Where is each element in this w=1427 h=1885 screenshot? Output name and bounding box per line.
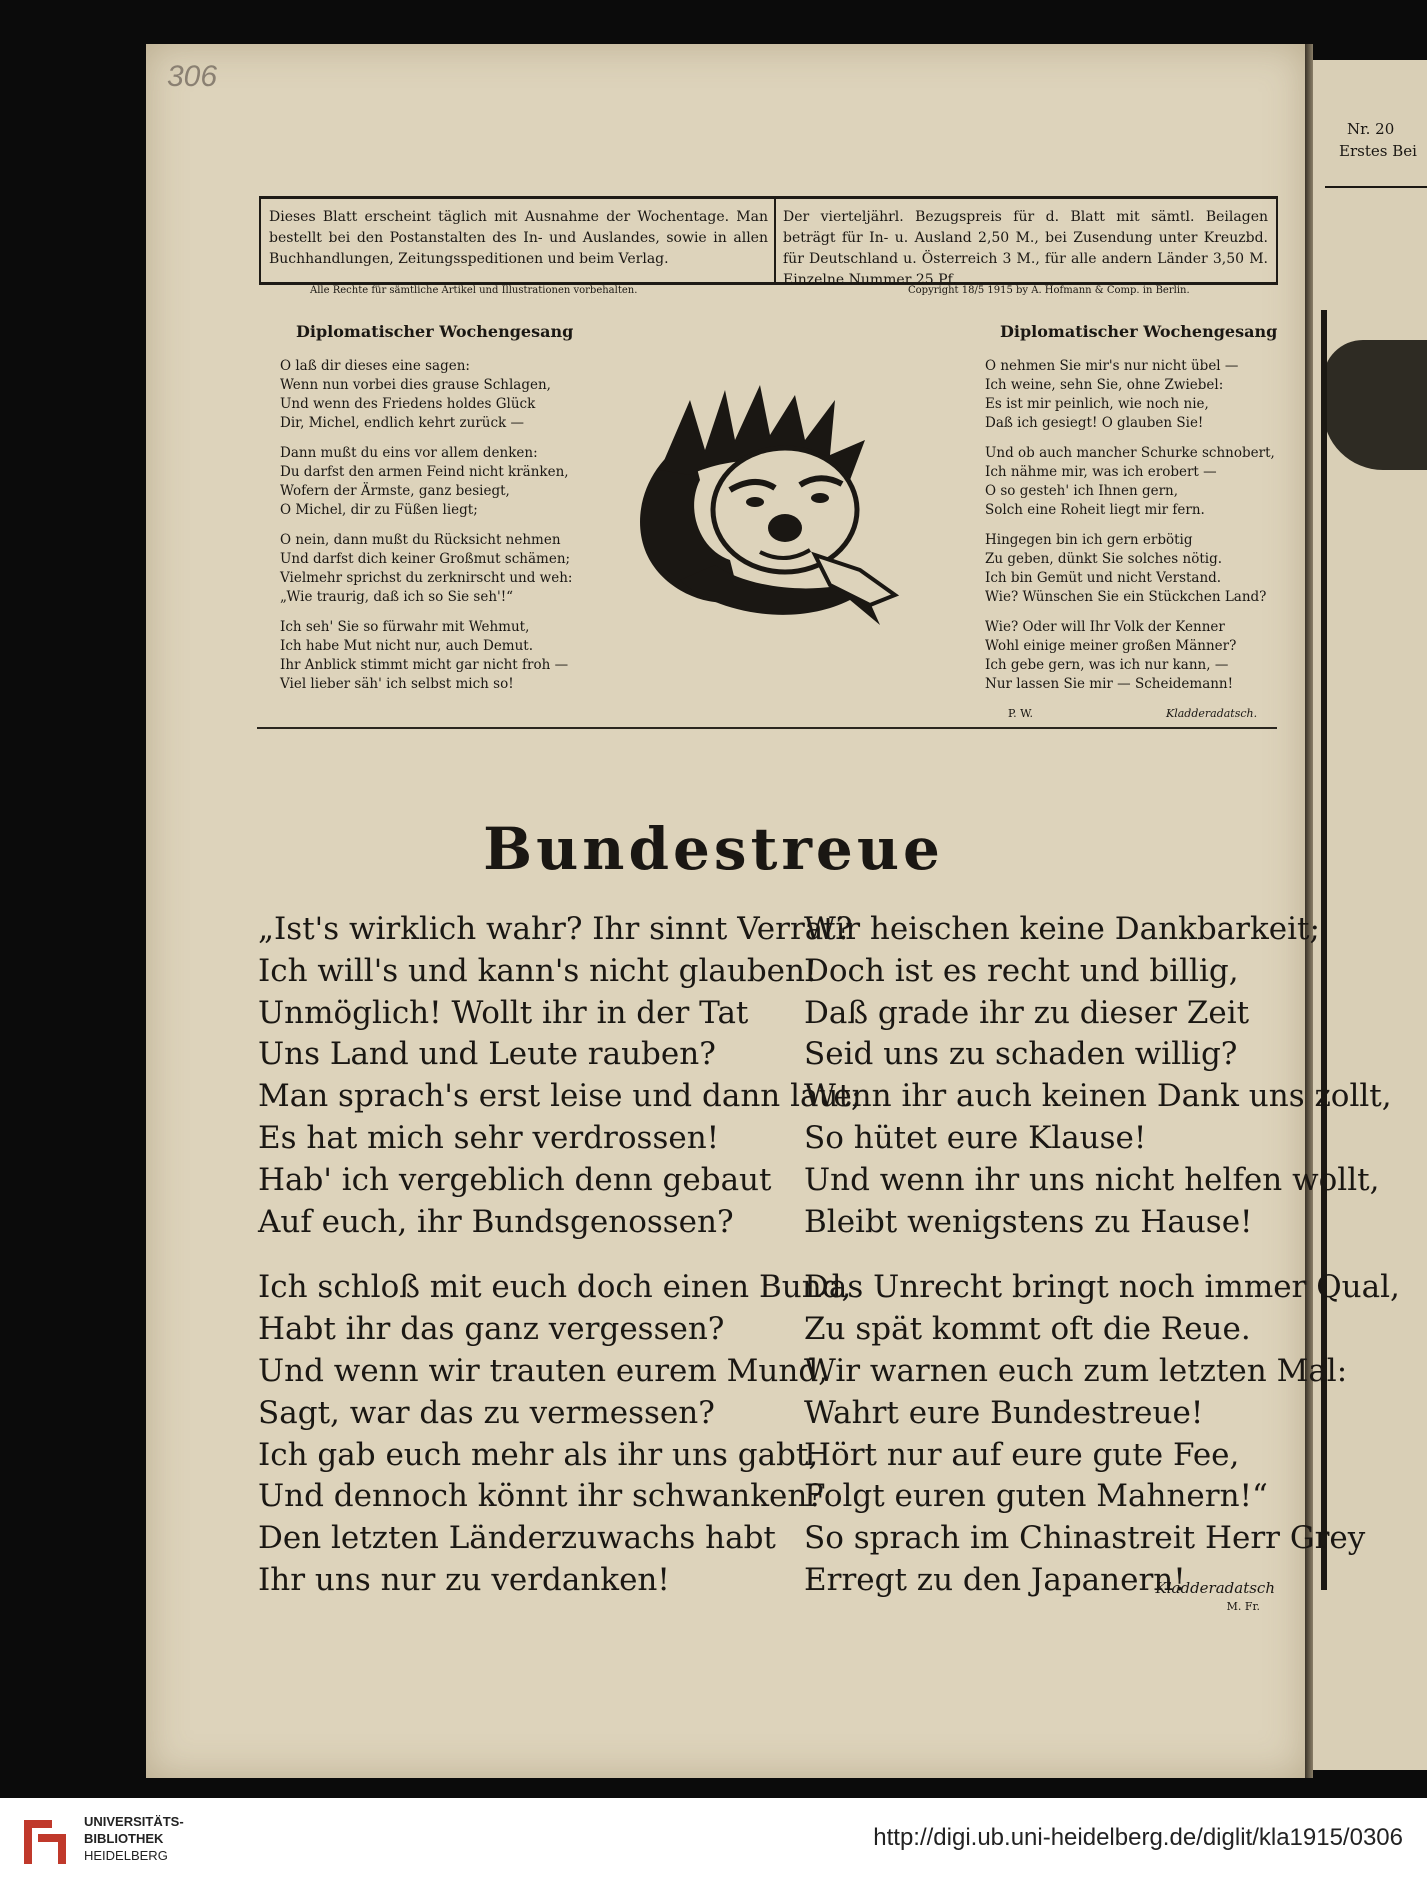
left-poem-line: Und wenn des Friedens holdes Glück: [280, 396, 536, 412]
main-poem-right-column: [804, 909, 1400, 1626]
right-poem-line: Daß ich gesiegt! O glauben Sie!: [985, 415, 1204, 431]
copyright-line: Copyright 18/5 1915 by A. Hofmann & Comp. in Berlin.: [908, 285, 1190, 296]
main-poem-right-line: Wir warnen euch zum letzten Mal:: [804, 1352, 1348, 1389]
main-poem-left-line: Auf euch, ihr Bundsgenossen?: [258, 1203, 734, 1240]
publication-notice: Dieses Blatt erscheint täglich mit Ausnahme der Wochentage. Man bestellt bei den Postanstalten des In- und Auslandes, sowie in allen Buchhandlungen, Zeitungsspeditionen und beim Verlag.: [269, 209, 768, 267]
main-poem-right-line: Wir heischen keine Dankbarkeit;: [804, 911, 1320, 947]
main-poem-left-line: Ich will's und kann's nicht glauben!: [258, 952, 818, 989]
main-poem-right-line: So sprach im Chinastreit Herr Grey: [804, 1520, 1366, 1557]
page-number-handwritten: 306: [167, 60, 218, 93]
main-poem-right-stanza: [804, 909, 1400, 1243]
rights-reserved: Alle Rechte für sämtliche Artikel und Illustrationen vorbehalten.: [310, 285, 638, 296]
subscription-notice-box: [259, 196, 1278, 288]
main-poem-left-line: Und wenn wir trauten eurem Mund,: [258, 1352, 829, 1389]
left-poem-line: Dir, Michel, endlich kehrt zurück —: [280, 415, 525, 431]
left-poem-line: Du darfst den armen Feind nicht kränken,: [280, 464, 569, 480]
right-poem: [985, 357, 1275, 705]
main-poem-right-line: Hört nur auf eure gute Fee,: [804, 1436, 1240, 1473]
main-poem-right-line: Wahrt eure Bundestreue!: [804, 1394, 1204, 1431]
right-poem-line: Nur lassen Sie mir — Scheidemann!: [985, 676, 1234, 692]
right-poem-line: Und ob auch mancher Schurke schnobert,: [985, 445, 1275, 461]
right-poem-title: Diplomatischer Wochengesang: [1000, 322, 1278, 341]
caricature-illustration: [620, 380, 920, 640]
main-poem-right-line: Daß grade ihr zu dieser Zeit: [804, 994, 1250, 1031]
right-poem-line: Ich nähme mir, was ich erobert —: [985, 464, 1217, 480]
right-poem-line: Ich gebe gern, was ich nur kann, —: [985, 657, 1229, 673]
left-poem-stanza: [280, 618, 572, 694]
main-poem-left-stanza: [258, 1267, 861, 1601]
main-poem-left-line: Hab' ich vergeblich denn gebaut: [258, 1161, 772, 1198]
left-poem-line: Ich habe Mut nicht nur, auch Demut.: [280, 638, 534, 654]
main-poem-left-line: „Ist's wirklich wahr? Ihr sinnt Verrat?: [258, 911, 853, 947]
left-poem-stanza: [280, 357, 572, 433]
main-poem-right-line: So hütet eure Klause!: [804, 1119, 1147, 1156]
main-poem-left-line: Ich gab euch mehr als ihr uns gabt,: [258, 1436, 819, 1473]
right-poem-signature: Kladderadatsch.: [1166, 707, 1258, 720]
main-poem-left-line: Habt ihr das ganz vergessen?: [258, 1311, 725, 1348]
right-poem-line: Hingegen bin ich gern erbötig: [985, 532, 1193, 548]
main-poem-left-column: [258, 909, 861, 1626]
right-poem-line: O so gesteh' ich Ihnen gern,: [985, 483, 1179, 499]
left-poem-line: Wenn nun vorbei dies grause Schlagen,: [280, 377, 551, 393]
next-page-issue: Nr. 20: [1347, 120, 1395, 138]
institution-line-1: UNIVERSITÄTS-: [84, 1814, 184, 1829]
left-poem-signature: P. W.: [1008, 707, 1034, 720]
right-poem-stanza: [985, 444, 1275, 520]
university-library-logo-icon: [18, 1814, 74, 1870]
main-poem-initials: M. Fr.: [1226, 1600, 1260, 1613]
main-poem-left-line: Den letzten Länderzuwachs habt: [258, 1520, 776, 1557]
institution-line-2: BIBLIOTHEK: [84, 1831, 164, 1846]
next-page-rule: [1325, 186, 1427, 188]
section-divider: [257, 727, 1277, 729]
right-poem-stanza: [985, 618, 1275, 694]
permalink-url[interactable]: http://digi.ub.uni-heidelberg.de/diglit/kla1915/0306: [873, 1824, 1403, 1851]
right-poem-line: Es ist mir peinlich, wie noch nie,: [985, 396, 1209, 412]
right-poem-line: Wie? Oder will Ihr Volk der Kenner: [985, 619, 1225, 635]
main-poem-title: Bundestreue: [483, 815, 944, 883]
left-poem-title: Diplomatischer Wochengesang: [296, 322, 574, 341]
library-footer: [0, 1798, 1427, 1885]
main-poem-right-line: Seid uns zu schaden willig?: [804, 1036, 1238, 1073]
main-poem-left-line: Ihr uns nur zu verdanken!: [258, 1561, 670, 1598]
main-poem-right-line: Doch ist es recht und billig,: [804, 952, 1239, 989]
right-poem-line: Solch eine Roheit liegt mir fern.: [985, 502, 1205, 518]
left-poem-line: Wofern der Ärmste, ganz besiegt,: [280, 483, 510, 499]
main-poem-right-line: Das Unrecht bringt noch immer Qual,: [804, 1269, 1400, 1306]
right-poem-stanza: [985, 357, 1275, 433]
left-poem-line: Ihr Anblick stimmt micht gar nicht froh —: [280, 657, 569, 673]
left-poem-line: Und darfst dich keiner Großmut schämen;: [280, 551, 571, 567]
institution-line-3: HEIDELBERG: [84, 1848, 168, 1863]
right-poem-line: Ich weine, sehn Sie, ohne Zwiebel:: [985, 377, 1224, 393]
left-poem-line: Dann mußt du eins vor allem denken:: [280, 445, 538, 461]
right-poem-line: O nehmen Sie mir's nur nicht übel —: [985, 358, 1239, 374]
main-poem-left-line: Man sprach's erst leise und dann laut;: [258, 1078, 862, 1115]
main-poem-left-line: Unmöglich! Wollt ihr in der Tat: [258, 994, 749, 1031]
main-poem-left-line: Sagt, war das zu vermessen?: [258, 1394, 715, 1431]
left-poem-line: O nein, dann mußt du Rücksicht nehmen: [280, 532, 561, 548]
left-poem-line: Viel lieber säh' ich selbst mich so!: [280, 676, 514, 692]
next-page-illustration-shape: [1323, 340, 1427, 470]
subscription-price-notice: Der vierteljährl. Bezugspreis für d. Blatt mit sämtl. Beilagen beträgt für In- u. Ausland 2,50 M., bei Zusendung unter Kreuzbd. für Deutschland u. Österreich 3 M., für alle andern Länder 3,50 M. Einzelne Nummer 25 Pf.: [783, 209, 1268, 288]
left-poem: [280, 357, 572, 705]
right-poem-line: Wohl einige meiner großen Männer?: [985, 638, 1237, 654]
main-poem-left-line: Und dennoch könnt ihr schwanken?: [258, 1478, 824, 1515]
left-poem-line: O laß dir dieses eine sagen:: [280, 358, 470, 374]
main-poem-right-line: Zu spät kommt oft die Reue.: [804, 1311, 1251, 1348]
left-poem-line: Ich seh' Sie so fürwahr mit Wehmut,: [280, 619, 530, 635]
main-poem-left-line: Uns Land und Leute rauben?: [258, 1036, 716, 1073]
left-poem-stanza: [280, 444, 572, 520]
main-poem-right-stanza: [804, 1267, 1400, 1601]
right-poem-line: Ich bin Gemüt und nicht Verstand.: [985, 570, 1222, 586]
right-poem-stanza: [985, 531, 1275, 607]
next-page-label: Erstes Bei: [1339, 142, 1417, 160]
main-poem-left-line: Ich schloß mit euch doch einen Bund,: [258, 1269, 852, 1306]
left-poem-line: „Wie traurig, daß ich so Sie seh'!“: [280, 589, 514, 605]
right-poem-line: Zu geben, dünkt Sie solches nötig.: [985, 551, 1223, 567]
left-poem-stanza: [280, 531, 572, 607]
main-poem-left-line: Es hat mich sehr verdrossen!: [258, 1119, 720, 1156]
main-poem-right-line: Folgt euren guten Mahnern!“: [804, 1478, 1268, 1515]
left-poem-line: Vielmehr sprichst du zerknirscht und weh:: [280, 570, 573, 586]
main-poem-left-stanza: [258, 909, 861, 1243]
main-poem-right-line: Bleibt wenigstens zu Hause!: [804, 1203, 1253, 1240]
right-poem-line: Wie? Wünschen Sie ein Stückchen Land?: [985, 589, 1267, 605]
main-poem-right-line: Und wenn ihr uns nicht helfen wollt,: [804, 1161, 1380, 1198]
main-poem-signature: Kladderadatsch: [1155, 1579, 1275, 1597]
left-poem-line: O Michel, dir zu Füßen liegt;: [280, 502, 478, 518]
notice-divider: [774, 199, 776, 282]
main-poem-right-line: Erregt zu den Japanern!: [804, 1561, 1186, 1598]
main-poem-right-line: Wenn ihr auch keinen Dank uns zollt,: [804, 1078, 1392, 1115]
